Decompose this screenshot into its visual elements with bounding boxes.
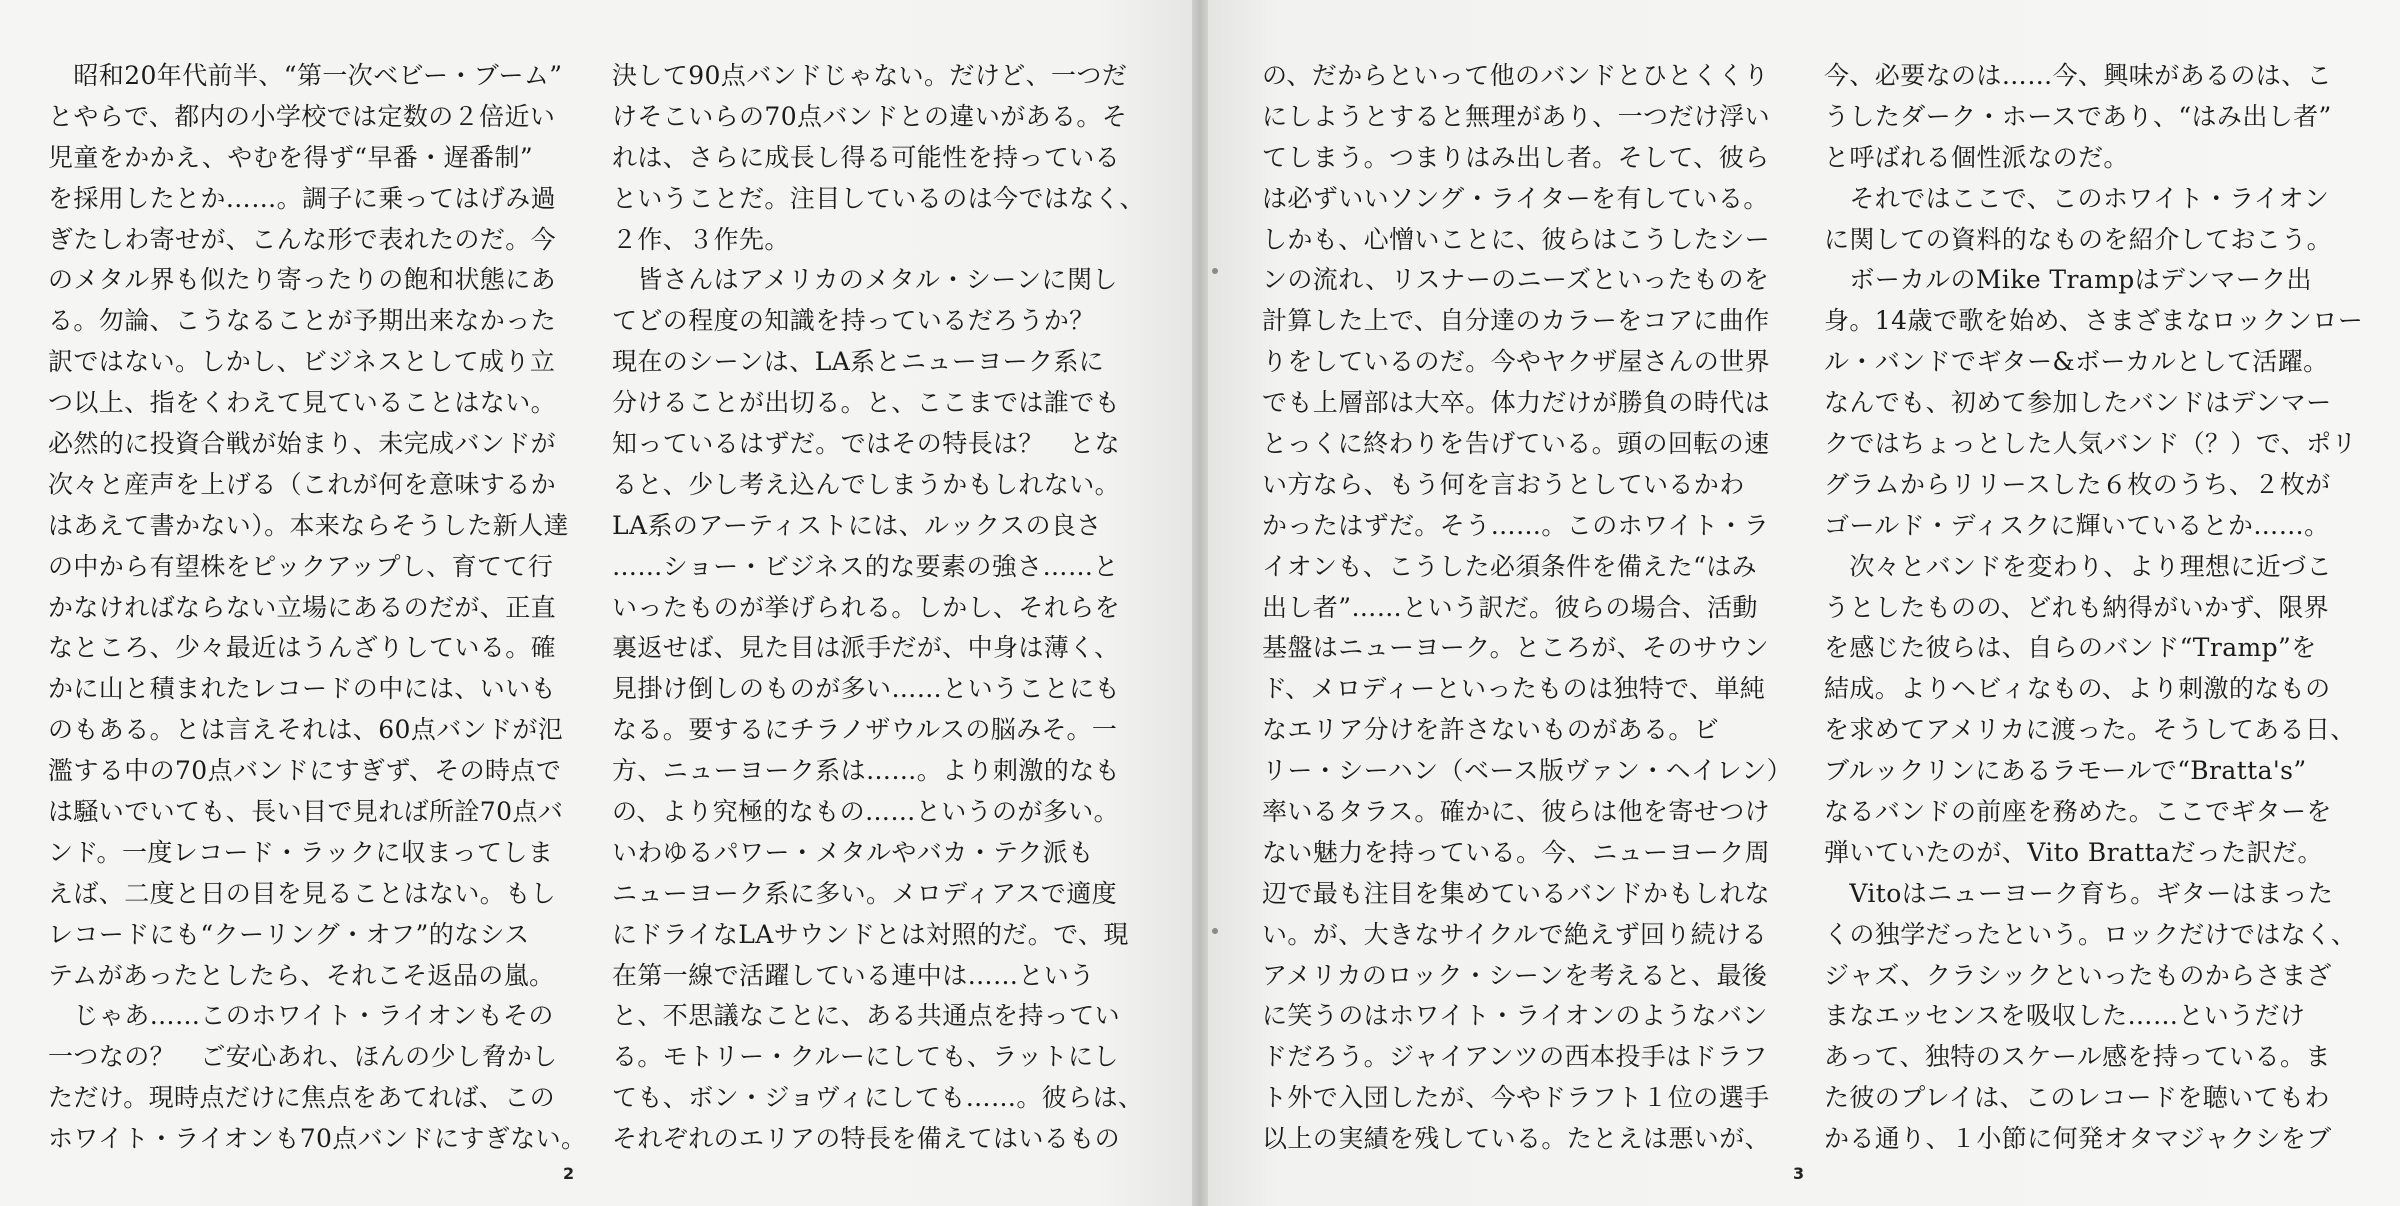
text-line: いったものが挙げられる。しかし、それらを: [612, 592, 1121, 622]
text-line: は騒いでいても、長い目で見れば所詮70点バ: [48, 797, 564, 827]
text-line: 決して90点バンドじゃない。だけど、一つだ: [612, 61, 1128, 90]
text-line: ２作、３作先。: [612, 224, 790, 254]
text-line: けそこいらの70点バンドとの違いがある。そ: [612, 101, 1128, 131]
text-line: リー・シーハン（ベース版ヴァン・ヘイレン）: [1262, 756, 1793, 786]
text-line: うとしたものの、どれも納得がいかず、限界: [1824, 592, 2330, 622]
left-page: [0, 0, 1192, 1206]
text-line: 結成。よりヘビィなもの、より刺激的なもの: [1824, 674, 2331, 704]
text-line: れは、さらに成長し得る可能性を持っている: [612, 142, 1121, 172]
text-line: てどの程度の知識を持っているだろうか？: [612, 306, 1095, 336]
text-line: とやらで、都内の小学校では定数の２倍近い: [48, 101, 556, 131]
text-line: 知っているはずだ。ではその特長は？ とな: [612, 429, 1121, 459]
text-line: の、より究極的なもの……というのが多い。: [612, 797, 1120, 827]
text-line: にしようとすると無理があり、一つだけ浮い: [1262, 101, 1771, 131]
text-line: 皆さんはアメリカのメタル・シーンに関し: [612, 265, 1118, 295]
text-line: かに山と積まれたレコードの中には、いいも: [48, 674, 557, 704]
text-line: 裏返せば、見た目は派手だが、中身は薄く、: [612, 633, 1120, 663]
text-line: ボーカルのMike Trampはデンマーク出: [1824, 265, 2312, 295]
text-line: まなエッセンスを吸収した……というだけ: [1824, 1001, 2306, 1031]
text-line: 次々とバンドを変わり、より理想に近づこ: [1824, 551, 2333, 581]
text-line: ドだろう。ジャイアンツの西本投手はドラフ: [1262, 1042, 1768, 1072]
text-line: 児童をかかえ、やむを得ず“早番・遅番制”: [48, 142, 534, 172]
text-line: のもある。とは言えそれは、60点バンドが氾: [48, 715, 564, 745]
text-line: ゴールド・ディスクに輝いているとか……。: [1824, 510, 2330, 540]
text-line: 濫する中の70点バンドにすぎず、その時点で: [48, 756, 562, 786]
text-line: とっくに終わりを告げている。頭の回転の速: [1262, 429, 1770, 459]
text-line: レコードにも“クーリング・オフ”的なシス: [48, 919, 530, 949]
text-line: じゃあ……このホワイト・ライオンもその: [48, 1001, 554, 1031]
text-line: かる通り、１小節に何発オタマジャクシをブ: [1824, 1124, 2332, 1154]
text-line: の中から有望株をピックアップし、育てて行: [48, 551, 554, 581]
text-line: を感じた彼らは、自らのバンド“Tramp”を: [1824, 633, 2317, 663]
text-line: 分けることが出切る。と、ここまでは誰でも: [612, 388, 1121, 418]
text-line: かなければならない立場にあるのだが、正直: [48, 592, 557, 622]
staple-mark: [1212, 928, 1218, 934]
text-line: 方、ニューヨーク系は……。より刺激的なも: [612, 756, 1121, 786]
text-line: 以上の実績を残している。たとえは悪いが、: [1262, 1124, 1771, 1154]
text-line: と、不思議なことに、ある共通点を持ってい: [612, 1001, 1121, 1031]
text-line: 昭和20年代前半、“第一次ベビー・ブーム”: [48, 61, 563, 90]
page-number: 3: [1793, 1164, 1805, 1183]
text-line: ンド。一度レコード・ラックに収まってしま: [48, 837, 554, 867]
text-line: 一つなの？ ご安心あれ、ほんの少し脅かし: [48, 1042, 558, 1072]
text-line: アメリカのロック・シーンを考えると、最後: [1262, 960, 1768, 990]
text-line: 率いるタラス。確かに、彼らは他を寄せつけ: [1262, 797, 1771, 827]
text-line: くの独学だったという。ロックだけではなく、: [1824, 919, 2357, 949]
binding-gutter: [1192, 0, 1208, 1206]
text-line: 必然的に投資合戦が始まり、未完成バンドが: [48, 429, 557, 459]
text-line: を採用したとか……。調子に乗ってはげみ過: [48, 183, 557, 213]
text-line: に笑うのはホワイト・ライオンのようなバン: [1262, 1001, 1768, 1031]
text-line: ト外で入団したが、今やドラフト１位の選手: [1262, 1083, 1770, 1113]
text-line: 弾いていたのが、Vito Brattaだった訳だ。: [1824, 837, 2323, 867]
text-line: のメタル界も似たり寄ったりの飽和状態にあ: [48, 265, 557, 295]
text-line: 見掛け倒しのものが多い……ということにも: [612, 674, 1121, 704]
text-line: 現在のシーンは、LA系とニューヨーク系に: [612, 347, 1105, 377]
right-page: [1208, 0, 2400, 1206]
text-column: [1824, 56, 2372, 1160]
text-line: 今、必要なのは……今、興味があるのは、こ: [1824, 61, 2333, 90]
text-line: る。モトリー・クルーにしても、ラットにし: [612, 1042, 1119, 1072]
text-line: Vitoはニューヨーク育ち。ギターはまった: [1824, 878, 2334, 908]
page-number: 2: [563, 1164, 575, 1183]
text-line: 身。14歳で歌を始め、さまざまなロックンロー: [1824, 306, 2364, 336]
text-column: [48, 56, 596, 1160]
text-line: ブルックリンにあるラモールで“Bratta's”: [1824, 756, 2307, 786]
text-line: ンの流れ、リスナーのニーズといったものを: [1262, 265, 1770, 295]
text-line: い方なら、もう何を言おうとしているかわ: [1262, 469, 1745, 499]
text-line: の、だからといって他のバンドとひとくくり: [1262, 61, 1770, 90]
text-line: 在第一線で活躍している連中は……という: [612, 960, 1095, 990]
text-line: ぎたしわ寄せが、こんな形で表れたのだ。今: [48, 224, 557, 254]
text-line: ド、メロディーといったものは独特で、単純: [1262, 674, 1766, 704]
text-line: ……ショー・ビジネス的な要素の強さ……と: [612, 551, 1119, 581]
text-line: りをしているのだ。今やヤクザ屋さんの世界: [1262, 347, 1771, 377]
text-column: [1262, 56, 1810, 1160]
text-line: なところ、少々最近はうんざりしている。確: [48, 633, 557, 663]
text-line: る。勿論、こうなることが予期出来なかった: [48, 306, 557, 336]
text-line: ただけ。現時点だけに焦点をあてれば、この: [48, 1083, 556, 1113]
text-line: 出し者”……という訳だ。彼らの場合、活動: [1262, 592, 1758, 622]
text-line: グラムからリリースした６枚のうち、２枚が: [1824, 469, 2331, 499]
text-line: つ以上、指をくわえて見ていることはない。: [48, 388, 557, 418]
text-line: それぞれのエリアの特長を備えてはいるもの: [612, 1124, 1121, 1154]
text-line: た彼のプレイは、このレコードを聴いてもわ: [1824, 1083, 2330, 1113]
text-line: 基盤はニューヨーク。ところが、そのサウン: [1262, 633, 1770, 663]
text-line: それではここで、このホワイト・ライオン: [1824, 183, 2330, 213]
staple-mark: [1212, 268, 1218, 274]
text-line: は必ずいいソング・ライターを有している。: [1262, 183, 1769, 213]
text-line: 計算した上で、自分達のカラーをコアに曲作: [1262, 306, 1770, 336]
text-line: はあえて書かない）。本来ならそうした新人達: [48, 510, 569, 540]
text-line: なエリア分けを許さないものがある。ビ: [1262, 715, 1720, 745]
text-line: しかも、心憎いことに、彼らはこうしたシー: [1262, 224, 1771, 254]
text-line: と呼ばれる個性派なのだ。: [1824, 142, 2129, 172]
text-column: [612, 56, 1160, 1160]
text-line: イオンも、こうした必須条件を備えた“はみ: [1262, 551, 1758, 581]
text-line: ない魅力を持っている。今、ニューヨーク周: [1262, 837, 1771, 867]
text-line: い。が、大きなサイクルで絶えず回り続ける: [1262, 919, 1768, 949]
text-line: クではちょっとした人気バンド（？）で、ポリ: [1824, 429, 2357, 459]
text-line: にドライなLAサウンドとは対照的だ。で、現: [612, 919, 1129, 949]
text-line: ても、ボン・ジョヴィにしても……。彼らは、: [612, 1083, 1144, 1113]
text-line: に関しての資料的なものを紹介しておこう。: [1824, 224, 2333, 254]
text-line: ると、少し考え込んでしまうかもしれない。: [612, 469, 1121, 499]
text-line: ジャズ、クラシックといったものからさまざ: [1824, 960, 2332, 990]
text-line: 辺で最も注目を集めているバンドかもしれな: [1262, 878, 1771, 908]
text-line: なんでも、初めて参加したバンドはデンマー: [1824, 388, 2332, 418]
text-line: かったはずだ。そう……。このホワイト・ラ: [1262, 510, 1770, 540]
text-line: あって、独特のスケール感を持っている。ま: [1824, 1042, 2331, 1072]
text-line: 次々と産声を上げる（これが何を意味するか: [48, 469, 557, 499]
text-line: 訳ではない。しかし、ビジネスとして成り立: [48, 347, 556, 377]
text-line: うしたダーク・ホースであり、“はみ出し者”: [1824, 101, 2332, 131]
text-line: なる。要するにチラノザウルスの脳みそ。一: [612, 715, 1118, 745]
text-line: LA系のアーティストには、ルックスの良さ: [612, 510, 1102, 540]
text-line: なるバンドの前座を務めた。ここでギターを: [1824, 797, 2332, 827]
text-line: テムがあったとしたら、それこそ返品の嵐。: [48, 960, 555, 990]
text-line: ル・バンドでギター&ボーカルとして活躍。: [1824, 347, 2329, 377]
text-line: ホワイト・ライオンも70点バンドにすぎない。: [48, 1124, 587, 1154]
text-line: いわゆるパワー・メタルやバカ・テク派も: [612, 837, 1094, 867]
text-line: てしまう。つまりはみ出し者。そして、彼ら: [1262, 142, 1770, 172]
text-line: でも上層部は大卒。体力だけが勝負の時代は: [1262, 388, 1771, 418]
text-line: ということだ。注目しているのは今ではなく、: [612, 183, 1145, 213]
text-line: を求めてアメリカに渡った。そうしてある日、: [1824, 715, 2356, 745]
text-line: えば、二度と日の目を見ることはない。もし: [48, 878, 557, 908]
text-line: ニューヨーク系に多い。メロディアスで適度: [612, 878, 1118, 908]
